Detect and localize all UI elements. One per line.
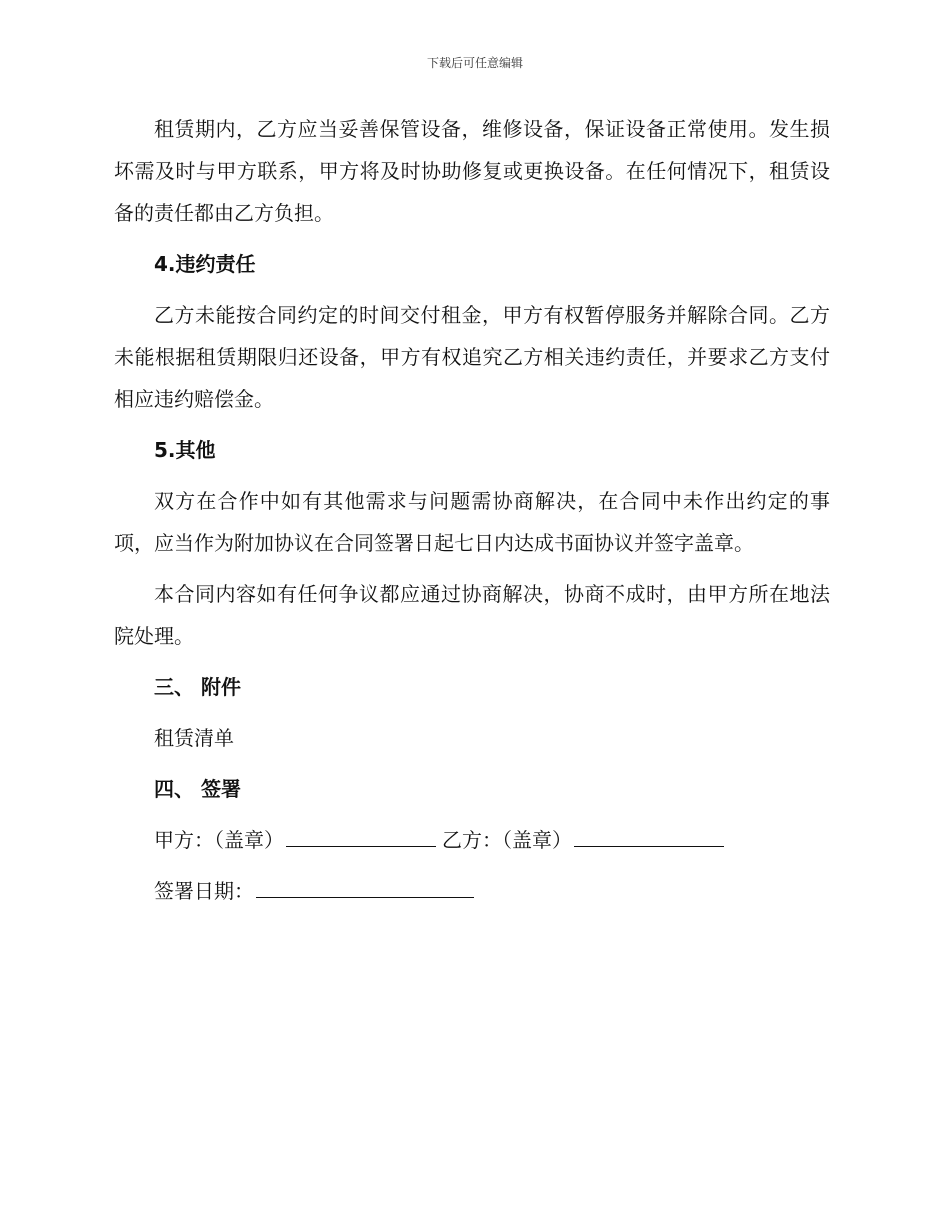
sign-date-label: 签署日期：: [154, 879, 254, 903]
party-a-signature-line[interactable]: [286, 820, 436, 847]
attachment-item: 租赁清单: [154, 726, 234, 750]
paragraph-lease-responsibility: 租赁期内，乙方应当妥善保管设备，维修设备，保证设备正常使用。发生损坏需及时与甲方联系，甲方将及时协助修复或更换设备。在任何情况下，租赁设备的责任都由乙方负担。: [114, 117, 830, 225]
sign-date-line[interactable]: [256, 871, 474, 898]
section-heading-sign: 四、 签署: [154, 777, 241, 801]
party-a-label: 甲方：（盖章）: [154, 828, 284, 852]
section-heading-breach: 4.违约责任: [154, 252, 256, 276]
sign-date-row: [114, 870, 830, 912]
paragraph-breach: 乙方未能按合同约定的时间交付租金，甲方有权暂停服务并解除合同。乙方未能根据租赁期限归还设备，甲方有权追究乙方相关违约责任，并要求乙方支付相应违约赔偿金。: [114, 303, 830, 411]
party-b-signature-line[interactable]: [574, 820, 724, 847]
paragraph-dispute: 本合同内容如有任何争议都应通过协商解决，协商不成时，由甲方所在地法院处理。: [114, 582, 830, 648]
signature-row: [114, 819, 830, 861]
document-body: [114, 108, 830, 921]
party-b-label: 乙方：（盖章）: [442, 828, 572, 852]
paragraph-other-matters: 双方在合作中如有其他需求与问题需协商解决，在合同中未作出约定的事项，应当作为附加协议在合同签署日起七日内达成书面协议并签字盖章。: [114, 489, 830, 555]
section-heading-attachment: 三、 附件: [154, 675, 241, 699]
section-heading-other: 5.其他: [154, 438, 216, 462]
page-header-note: 下载后可任意编辑: [426, 56, 523, 70]
